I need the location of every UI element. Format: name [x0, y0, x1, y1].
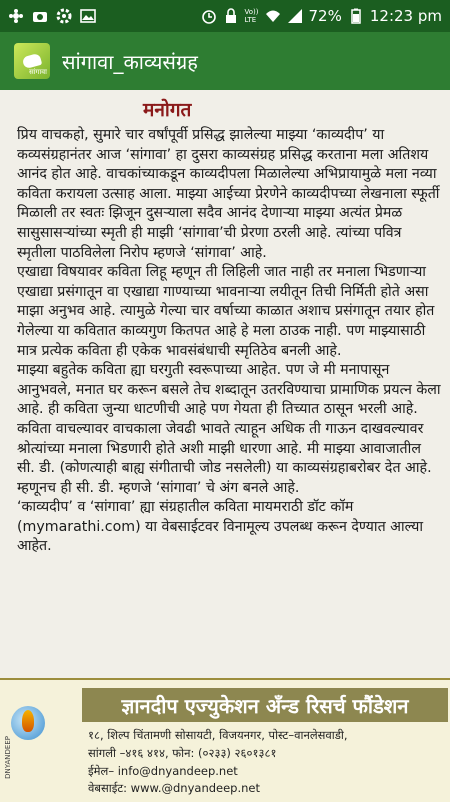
logo-caption: DNYANDEEP: [4, 736, 12, 779]
flower-icon: [8, 8, 24, 24]
battery-percent: 72%: [308, 7, 342, 25]
footer-website[interactable]: वेबसाईट: www.@dnyandeep.net: [88, 781, 261, 795]
footer-address: १८, शिल्प चिंतामणी सोसायटी, विजयनगर, पोस्ट–वानलेसवाडी,: [88, 728, 348, 742]
camera-icon: [32, 8, 48, 24]
battery-icon: [348, 8, 364, 24]
paragraph-4: ‘काव्यदीप’ व ‘सांगावा’ ह्या संग्रहातील कविता मायमराठी डॉट कॉम (mymarathi.com) या वेबसाईटवर विनामूल्य उपलब्ध करून देण्यात आल्या आहेत.: [17, 499, 424, 555]
clock: 12:23 pm: [369, 7, 442, 25]
app-logo[interactable]: [14, 43, 50, 79]
bird-icon: [22, 53, 42, 69]
paragraph-2: एखाद्या विषयावर कविता लिहू म्हणून ती लिहिली जात नाही तर मनाला भिडणाऱ्या एखाद्या प्रसंगातून वा एखाद्या गाण्याच्या भावनाऱ्या लयीतून तिची निर्मिती होते असा माझा अनुभव आहे. त्यामुळे गेल्या चार वर्षाच्या काळात अशाच प्रसंगातून तयार होत गेलेल्या या कवितात काव्यगुण कितपत आहे हे मला ठाउक नाही. पण माझ्यासाठी मात्र प्रत्येक कविता ही एकेक भावसंबंधाची स्मृतिठेव बनली आहे.: [17, 264, 435, 359]
network-label: Vo)) LTE: [244, 8, 259, 24]
footer-email[interactable]: ईमेल– info@dnyandeep.net: [88, 764, 238, 778]
app-title: सांगावा_काव्यसंग्रह: [62, 49, 198, 74]
lock-icon: [223, 8, 239, 24]
flame-icon: [22, 710, 34, 732]
paragraph-3: माझ्या बहुतेक कविता ह्या घरगुती स्वरूपाच्या आहेत. पण जे मी मनापासून आनुभवले, मनात घर करून बसले तेच शब्दातून उतरविण्याचा प्रामाणिक प्रयत्न केला आहे. ही कविता जुन्या धाटणीची आहे पण गेयता ही तिच्यात ठासून भरली आहे. कविता वाचल्यावर वाचकाला जेवढी भावते त्याहून अधिक ती गाऊन दाखवल्यावर श्रोत्यांच्या मनाला भिडणारी होते अशी माझी धारणा आहे. मी माझ्या आवाजातील सी. डी. (कोणत्याही बाह्य संगीताची जोड नसलेली) या काव्यसंग्रहाबरोबर देत आहे. म्हणूनच ही सी. डी. म्हणजे ‘सांगावा’ चे अंग बनले आहे.: [17, 362, 441, 496]
signal-icon: [287, 8, 303, 24]
footer-banner[interactable]: [0, 678, 450, 802]
alarm-icon: [201, 8, 217, 24]
image-icon: [80, 8, 96, 24]
foundation-logo: [4, 700, 50, 779]
wifi-icon: [265, 8, 281, 24]
page-heading: मनोगत: [143, 99, 192, 121]
article-body: [17, 126, 442, 557]
footer-city-phone: सांगली –४१६ ४१४, फोन: (०२३३) २६०१३८१: [88, 746, 277, 760]
foundation-name: ज्ञानदीप एज्युकेशन अँन्ड रिसर्च फौंडेशन: [82, 688, 448, 722]
paragraph-1: प्रिय वाचकहो, सुमारे चार वर्षांपूर्वी प्रसिद्ध झालेल्या माझ्या ‘काव्यदीप’ या कव्यसंग्रहानंतर आज ‘सांगावा’ हा दुसरा काव्यसंग्रह प्रसिद्ध करताना मला अतिशय आनंद होत आहे. वाचकांच्याकडून काव्यदीपला मिळालेल्या अभिप्रायामुळे मला नव्या कविता करायला उत्साह आला. माझ्या आईच्या प्रेरणेने काव्यदीपच्या लेखनाला स्फूर्ती मिळाली तर स्वतः झिजून दुसऱ्याला सदैव आनंद देणाऱ्या माझ्या अत्यंत प्रेमळ सासुसासऱ्यांच्या स्मृती ही माझी ‘सांगावा’ची प्रेरणा ठरली आहे. त्यांच्या पवित्र स्मृतीला पाठविलेला निरोप म्हणजे ‘सांगावा’ आहे.: [17, 127, 440, 261]
app-logo-text: सांगावा: [28, 68, 47, 76]
content-area[interactable]: [0, 90, 450, 678]
status-bar: [0, 0, 450, 32]
app-bar: [0, 32, 450, 90]
gear-icon: [56, 8, 72, 24]
